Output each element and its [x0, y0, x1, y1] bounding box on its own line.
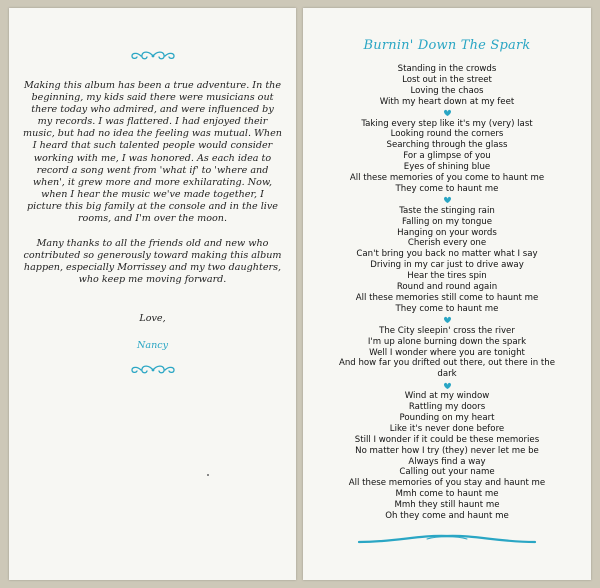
letter-signoff: Love,	[139, 313, 166, 324]
wave-flourish-icon	[303, 533, 591, 545]
paper-speck	[207, 474, 209, 476]
lyric-line: Taste the stinging rain	[399, 205, 495, 216]
fleuron-icon	[303, 195, 591, 206]
lyric-line: For a glimpse of you	[403, 151, 491, 162]
lyric-line: Lost out in the street	[402, 74, 492, 85]
lyric-line: Well I wonder where you are tonight	[369, 347, 525, 358]
fleuron-icon	[303, 108, 591, 119]
letter-paragraph: Many thanks to all the friends old and new who contributed so generously toward making this album happen, especially Morrissey and my two daughters, who keep me moving forward.	[23, 238, 282, 286]
lyric-line: Wind at my window	[404, 391, 490, 402]
lyric-line: Always find a way	[408, 456, 486, 467]
right-page	[303, 8, 591, 580]
lyric-line: Driving in my car just to drive away	[370, 260, 524, 271]
lyric-line: Mmh they still haunt me	[394, 500, 500, 511]
lyric-line: Falling on my tongue	[401, 216, 493, 227]
lyric-line: Round and round again	[396, 282, 498, 293]
lyric-line: Rattling my doors	[408, 402, 486, 413]
lyric-line: Cherish every one	[407, 238, 487, 249]
lyric-line: All these memories of you stay and haunt me	[348, 478, 546, 489]
song-title: Burnin' Down The Spark	[363, 38, 531, 53]
letter-signature: Nancy	[136, 340, 169, 351]
lyric-line: All these memories of you come to haunt me	[349, 173, 545, 184]
lyric-line: No matter how I try (they) never let me be	[355, 445, 539, 456]
lyric-line: Searching through the glass	[386, 140, 508, 151]
scroll-ornament-icon	[9, 364, 296, 376]
lyric-line: Standing in the crowds	[397, 64, 497, 74]
lyric-line: Calling out your name	[399, 467, 495, 478]
lyric-line: The City sleepin' cross the river	[379, 325, 515, 336]
lyric-line: Hear the tires spin	[407, 271, 487, 282]
lyric-line: They come to haunt me	[395, 183, 499, 194]
lyric-line: Hanging on your words	[397, 227, 497, 238]
lyric-line: Eyes of shining blue	[403, 162, 491, 173]
lyric-line: Taking every step like it's my (very) last	[361, 118, 533, 129]
lyric-line: They come to haunt me	[395, 303, 499, 314]
fleuron-icon	[303, 380, 591, 391]
left-page	[9, 8, 296, 580]
lyric-line: Can't bring you back no matter what I say	[356, 249, 538, 260]
letter-text	[23, 80, 282, 300]
letter-paragraph: Making this album has been a true adventure. In the beginning, my kids said there were musicians out there today who admired, and were influenced by my records. I was flattered. I had enjoyed their music, but had no idea the feeling was mutual. When I heard that such talented people would consider working with me, I was honored. As each idea to record a song went from 'what if' to 'where and when', it grew more and more exhilarating. Now, when I hear the music we've made together, I picture this big family at the console and in the live rooms, and I'm over the moon.	[23, 80, 282, 225]
lyric-line: Like it's never done before	[389, 423, 505, 434]
lyric-line: Pounding on my heart	[399, 412, 495, 423]
lyrics	[303, 64, 591, 522]
lyric-line: Loving the chaos	[410, 85, 484, 96]
lyric-line: And how far you drifted out there, out there in the dark	[338, 358, 556, 380]
lyric-line: With my heart down at my feet	[379, 96, 515, 107]
lyric-line: Oh they come and haunt me	[385, 511, 509, 522]
scroll-ornament-icon	[9, 50, 296, 62]
fleuron-icon	[303, 315, 591, 326]
lyric-line: Still I wonder if it could be these memories	[354, 434, 540, 445]
lyric-line: Looking round the corners	[390, 129, 504, 140]
lyric-line: Mmh come to haunt me	[395, 489, 499, 500]
lyric-line: All these memories still come to haunt me	[355, 293, 539, 303]
lyric-line: I'm up alone burning down the spark	[367, 336, 527, 347]
